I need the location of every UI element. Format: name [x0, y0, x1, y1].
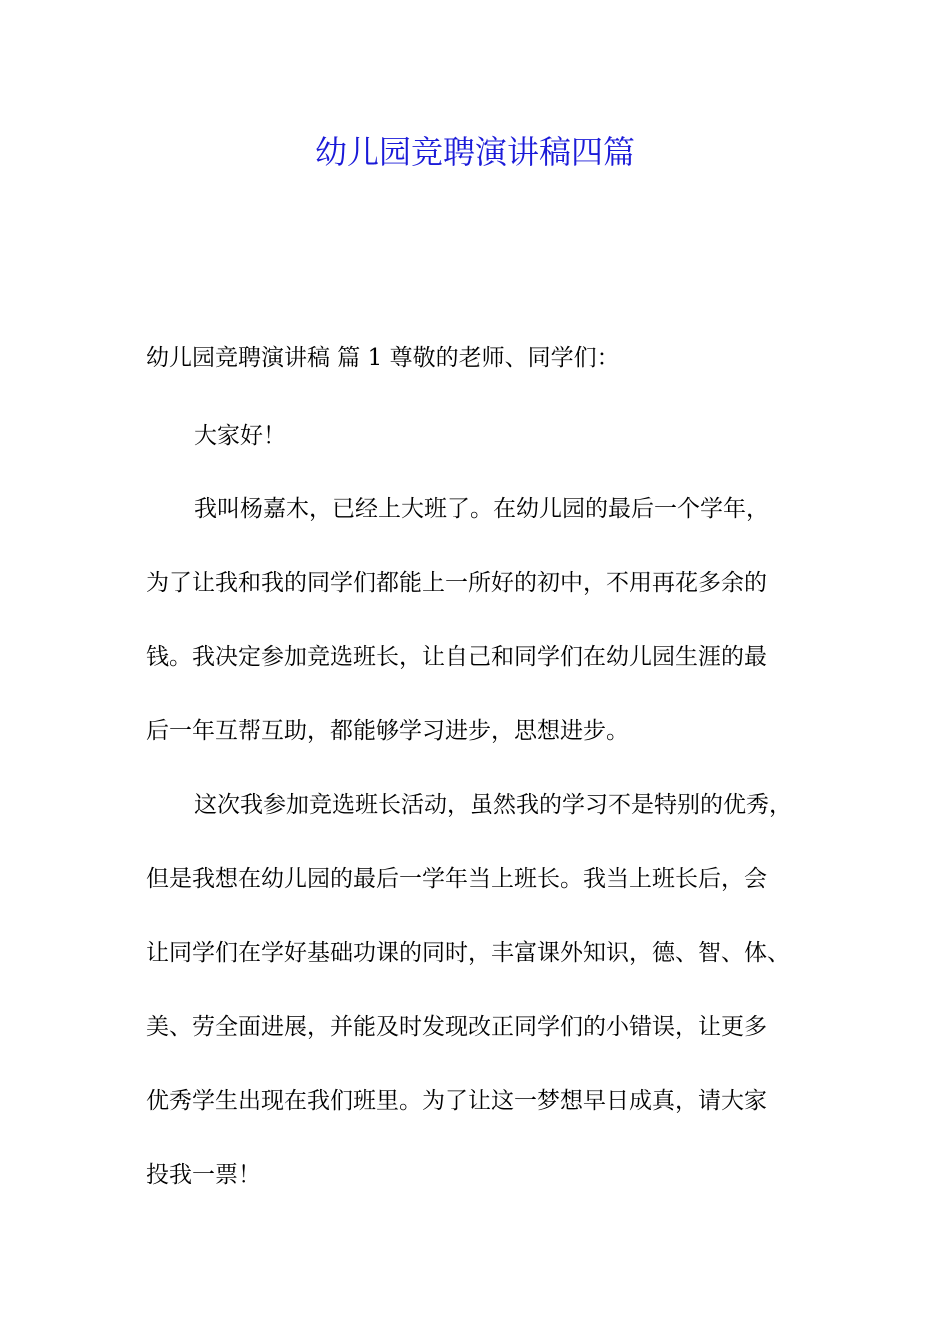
paragraph-line: 但是我想在幼儿园的最后一学年当上班长。我当上班长后，会 — [146, 866, 767, 892]
paragraph-line: 钱。我决定参加竞选班长，让自己和同学们在幼儿园生涯的最 — [146, 644, 767, 670]
paragraph-line: 让同学们在学好基础功课的同时，丰富课外知识，德、智、体、 — [146, 940, 790, 966]
paragraph-line: 为了让我和我的同学们都能上一所好的初中，不用再花多余的 — [146, 570, 767, 596]
paragraph-line: 这次我参加竞选班长活动，虽然我的学习不是特别的优秀， — [194, 792, 792, 818]
paragraph-line: 投我一票！ — [146, 1162, 261, 1188]
paragraph-line: 优秀学生出现在我们班里。为了让这一梦想早日成真，请大家 — [146, 1088, 767, 1114]
paragraph-line: 我叫杨嘉木，已经上大班了。在幼儿园的最后一个学年， — [194, 496, 769, 522]
document-title: 幼儿园竞聘演讲稿四篇 — [314, 133, 635, 171]
paragraph-line: 美、劳全面进展，并能及时发现改正同学们的小错误，让更多 — [146, 1014, 767, 1040]
paragraph-line-intro: 幼儿园竞聘演讲稿 篇 1 尊敬的老师、同学们： — [146, 345, 620, 371]
paragraph-line: 后一年互帮互助，都能够学习进步，思想进步。 — [146, 718, 629, 744]
paragraph-line-greeting: 大家好！ — [194, 423, 286, 449]
